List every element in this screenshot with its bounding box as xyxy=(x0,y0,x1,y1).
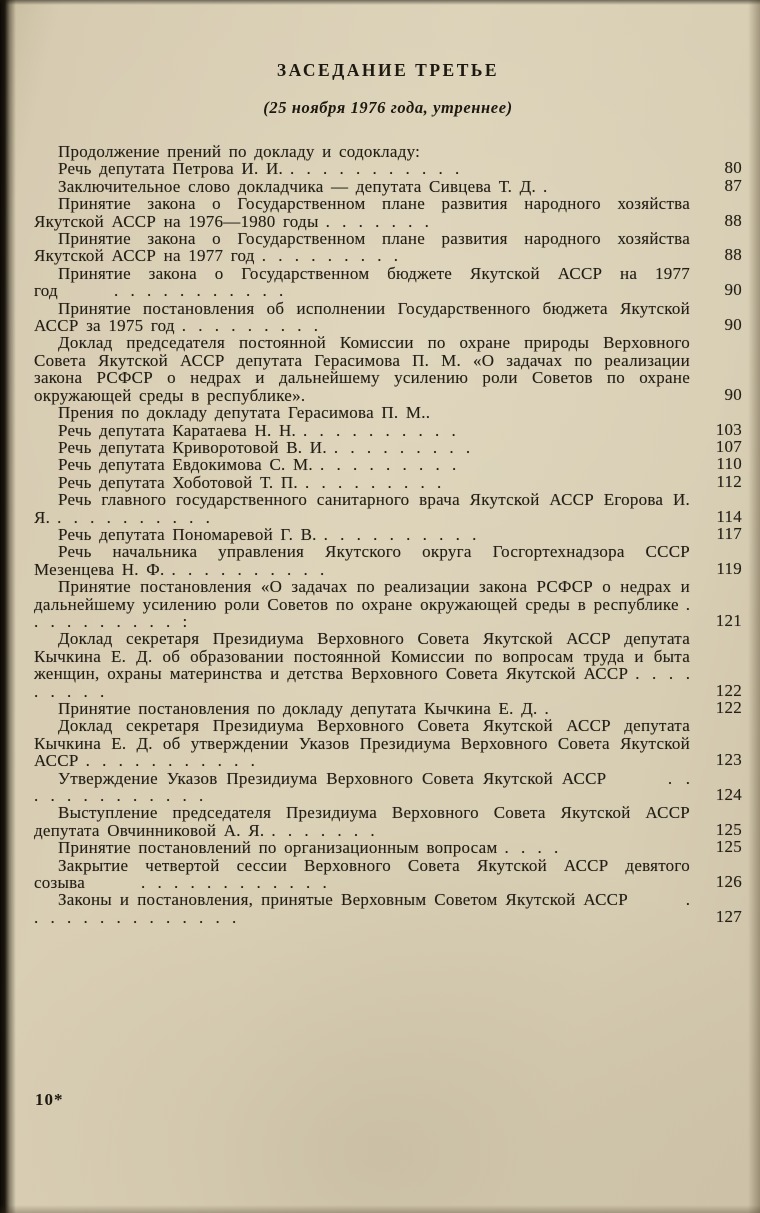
toc-entry-text: Речь депутата Евдокимова С. М. xyxy=(58,455,313,475)
toc-entry xyxy=(34,700,742,717)
toc-entry-text: Продолжение прений по докладу и содокладу: xyxy=(58,142,421,161)
toc-entry-text: Принятие постановления «О задачах по реализации закона РСФСР о недрах и дальнейшему усилению роли Советов по охране окружающей среды в республике xyxy=(34,577,690,614)
toc-entry xyxy=(34,578,742,630)
dot-leader xyxy=(420,142,427,161)
toc-entry xyxy=(34,630,742,700)
toc-entry-text: Доклад секретаря Президиума Верховного Совета Якутской АССР депутата Кычкина Е. Д. об утверждении Указов Президиума Верховного Совета Якутской АССР xyxy=(34,716,690,771)
toc-page-number: 126 xyxy=(715,872,742,892)
toc-entry-text: Принятие постановления об исполнении Государственного бюджета Якутской АССР за 1975 год xyxy=(34,298,690,336)
toc-entry-text: Речь главного государственного санитарного врача Якутской АССР Егорова И. Я. xyxy=(34,490,690,527)
page-title: ЗАСЕДАНИЕ ТРЕТЬЕ xyxy=(276,60,500,80)
toc-entry-text: Утверждение Указов Президиума Верховного Совета Якутской АССР xyxy=(58,768,607,788)
dot-leader: . . . . . . . . . xyxy=(304,472,442,492)
toc-entry xyxy=(34,523,742,544)
table-of-contents xyxy=(34,143,742,926)
toc-page-number: 112 xyxy=(716,471,742,491)
dot-leader: . xyxy=(543,176,548,196)
dot-leader: . . . . . . . . . xyxy=(181,316,319,336)
toc-entry-text: Выступление председателя Президиума Верховного Совета Якутской АССР депутата Овчинниковой А. Я. xyxy=(34,803,690,840)
binding-shadow-left xyxy=(0,0,16,1213)
toc-entry-text: Речь депутата Хоботовой Т. П. xyxy=(58,472,298,492)
toc-page-number: 88 xyxy=(724,210,742,230)
page-content xyxy=(34,60,742,926)
toc-entry-text: Законы и постановления, принятые Верховным Советом Якутской АССР xyxy=(58,890,628,910)
toc-page-number: 125 xyxy=(715,837,742,857)
toc-page-number: 122 xyxy=(715,698,742,717)
dot-leader: . . . . . . . . . . : xyxy=(34,594,690,631)
toc-entry-text: Принятие постановления по докладу депутата Кычкина Е. Д. xyxy=(58,699,538,718)
page-subtitle: (25 ноября 1976 года, утреннее) xyxy=(263,98,513,117)
dot-leader: . . . . . . . xyxy=(325,211,429,231)
page-edge-top xyxy=(0,0,760,5)
toc-entry xyxy=(34,334,742,404)
dot-leader: . . . . . . . . . . . . xyxy=(92,873,327,893)
toc-entry xyxy=(34,436,742,457)
page-edge-right xyxy=(748,0,760,1213)
toc-entry-text: Принятие закона о Государственном плане развития народного хозяйства Якутской АССР на 1977 год xyxy=(34,229,690,266)
toc-page-number: 119 xyxy=(716,558,742,578)
dot-leader: . . . . . . . . . xyxy=(261,246,398,266)
toc-page-number: 90 xyxy=(724,384,742,404)
dot-leader: . . . . . . . . . . . xyxy=(85,751,255,771)
toc-entry xyxy=(34,195,742,230)
toc-entry xyxy=(34,143,742,160)
toc-entry-text: Принятие закона о Государственном плане развития народного хозяйства Якутской АССР на 1976—1980 годы xyxy=(34,194,690,231)
toc-entry xyxy=(34,471,742,492)
dot-leader: . . . . . . . . . . xyxy=(57,507,210,527)
toc-entry xyxy=(34,419,742,440)
toc-entry xyxy=(34,804,742,839)
toc-entry xyxy=(34,230,742,265)
toc-page-number: 114 xyxy=(716,506,742,526)
dot-leader: . . . . xyxy=(504,838,559,858)
toc-page-number: 87 xyxy=(724,175,742,195)
toc-entry-text: Принятие постановлений по организационным вопросам xyxy=(58,838,498,858)
toc-entry xyxy=(34,891,742,926)
page-edge-bottom xyxy=(0,1205,760,1213)
toc-page-number: 124 xyxy=(715,785,742,805)
toc-page-number: 123 xyxy=(715,750,742,770)
toc-entry xyxy=(34,404,742,421)
toc-entry-text: Заключительное слово докладчика — депутата Сивцева Т. Д. xyxy=(58,176,536,196)
dot-leader: . . . . . . . . . . . . . xyxy=(34,768,691,806)
signature-mark: 10* xyxy=(35,1090,64,1109)
dot-leader xyxy=(430,403,437,422)
toc-entry-text: Принятие закона о Государственном бюджете Якутской АССР на 1977 год xyxy=(34,263,690,301)
dot-leader: . . . . . . . . . xyxy=(34,664,691,701)
toc-page-number: 121 xyxy=(715,610,742,630)
toc-entry xyxy=(34,857,742,892)
dot-leader: . . . . . . . . . . xyxy=(171,559,325,579)
dot-leader: . . . . . . . . . . . xyxy=(289,159,460,179)
toc-entry xyxy=(34,456,742,473)
toc-entry xyxy=(34,300,742,335)
toc-entry xyxy=(34,770,742,805)
toc-entry-text: Доклад секретаря Президиума Верховного Совета Якутской АССР депутата Кычкина Е. Д. об образовании постоянной Комиссии по вопросам труда и быта женщин, охраны материнства и детства Верховного Совета Якутской АССР xyxy=(34,629,690,684)
toc-page-number: 107 xyxy=(715,436,742,456)
toc-page-number: 90 xyxy=(724,280,742,300)
toc-entry-text: Речь депутата Петрова И. И. xyxy=(58,159,283,179)
dot-leader: . . . . . . . . . . . . . . xyxy=(34,890,690,927)
toc-entry-text: Прения по докладу депутата Герасимова П. М.. xyxy=(58,403,431,423)
toc-entry xyxy=(34,839,742,856)
toc-page-number: 103 xyxy=(715,419,742,439)
dot-leader: . xyxy=(544,699,549,718)
dot-leader: . . . . . . . xyxy=(271,820,375,840)
toc-entry xyxy=(34,717,742,769)
dot-leader: . . . . . . . . . xyxy=(333,437,471,457)
toc-entry-text: Закрытие четвертой сессии Верховного Совета Якутской АССР девятого созыва xyxy=(34,855,690,893)
toc-entry xyxy=(34,175,742,196)
dot-leader: . . . . . . . . . . . xyxy=(64,281,284,301)
toc-page-number: 125 xyxy=(715,819,742,839)
dot-leader: . . . . . . . . . . xyxy=(323,524,477,544)
toc-entry-text: Доклад председателя постоянной Комиссии по охране природы Верховного Совета Якутской АССР депутата Герасимова П. М. «О задачах по реализации закона РСФСР о недрах и дальнейшему усилению роли Советов по охране окружающей среды в республике». xyxy=(34,333,690,405)
toc-entry xyxy=(34,265,742,300)
toc-page-number: 117 xyxy=(716,523,742,543)
toc-page-number: 80 xyxy=(724,158,742,178)
dot-leader: . . . . . . . . . . xyxy=(303,420,456,440)
dot-leader: . . . . . . . . . xyxy=(319,455,457,475)
toc-entry-text: Речь начальника управления Якутского округа Госгортехнадзора СССР Мезенцева Н. Ф. xyxy=(34,542,690,579)
toc-page-number: 90 xyxy=(724,315,742,335)
toc-entry-text: Речь депутата Пономаревой Г. В. xyxy=(58,524,317,544)
toc-entry-text: Речь депутата Криворотовой В. И. xyxy=(58,437,327,457)
toc-page-number: 122 xyxy=(715,680,742,700)
dot-leader xyxy=(305,386,312,405)
toc-entry xyxy=(34,160,742,177)
toc-page-number: 127 xyxy=(715,906,742,926)
toc-entry-text: Речь депутата Каратаева Н. Н. xyxy=(58,420,297,440)
toc-entry xyxy=(34,543,742,578)
toc-entry xyxy=(34,491,742,526)
toc-page-number: 110 xyxy=(716,454,742,474)
toc-page-number: 88 xyxy=(724,245,742,265)
